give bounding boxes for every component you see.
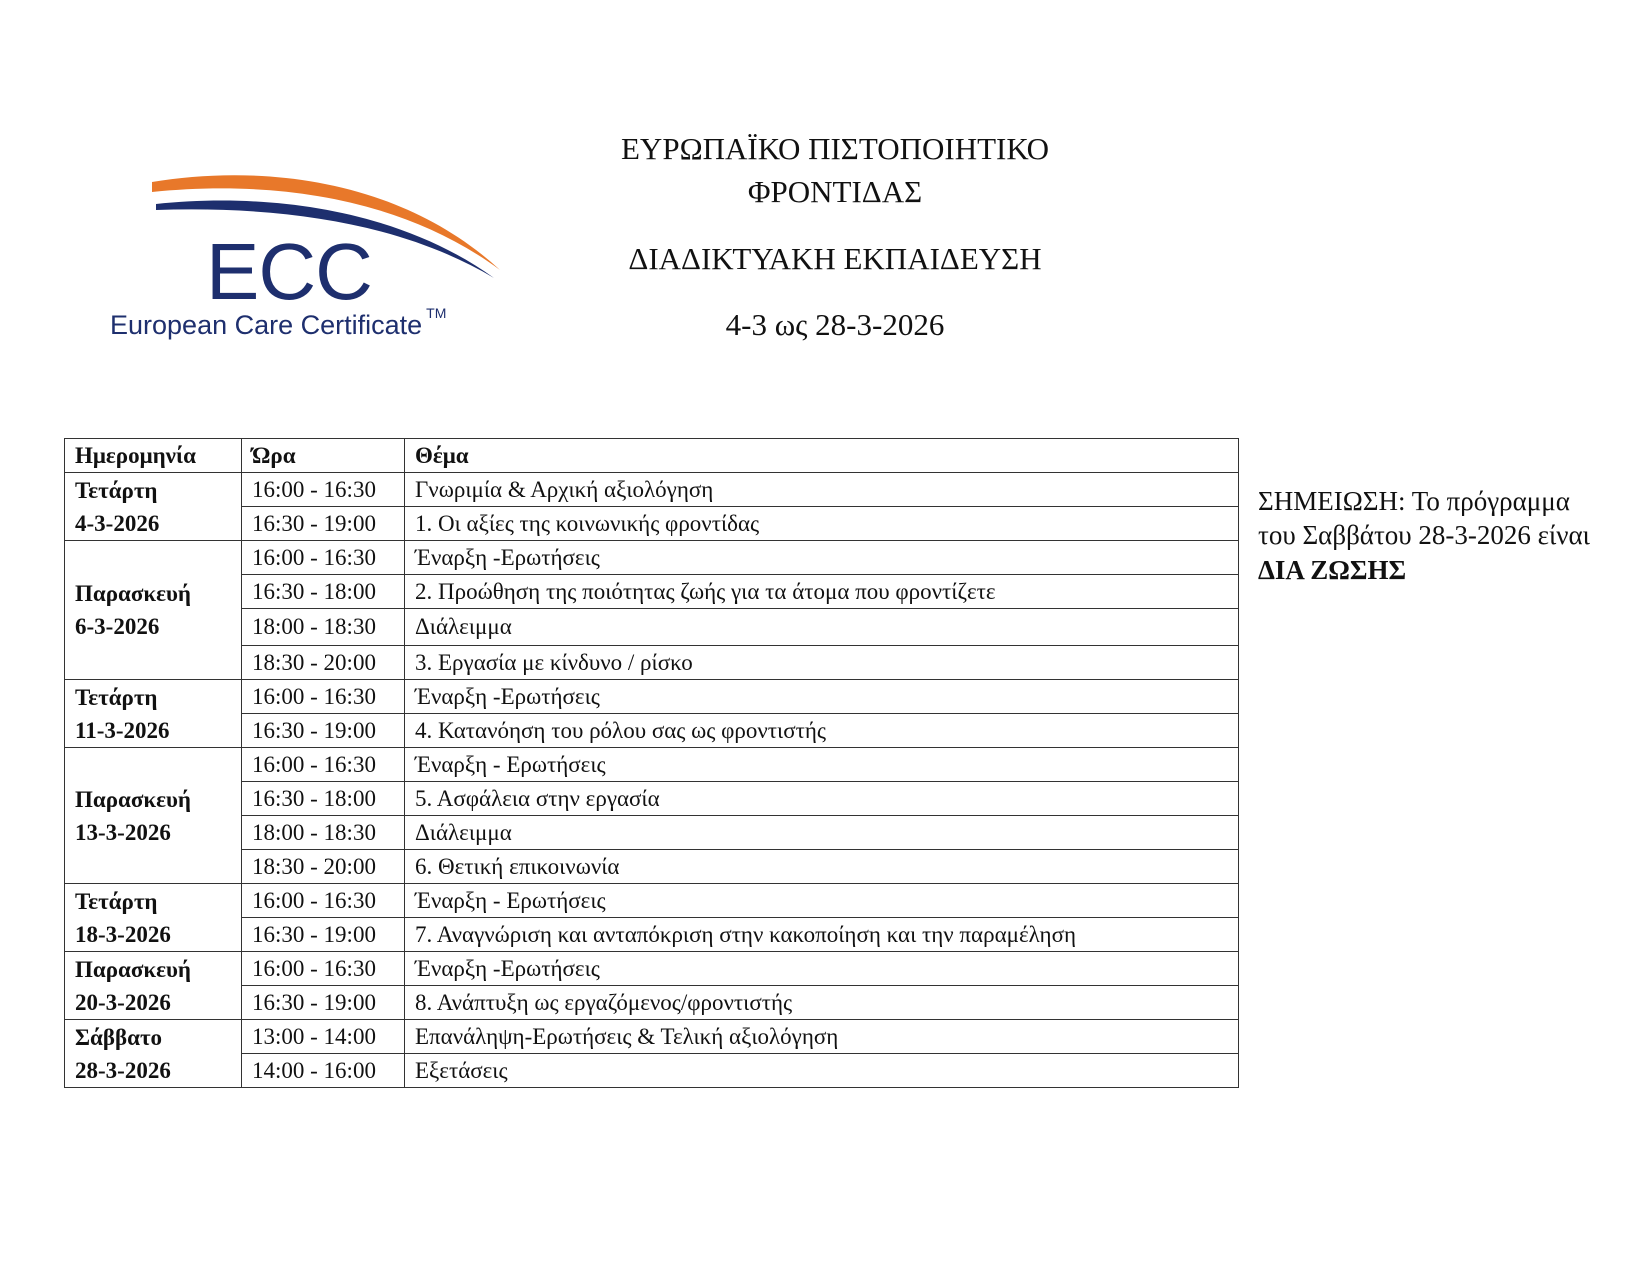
table-row: [65, 1054, 1239, 1088]
time-cell: 16:00 - 16:30: [242, 748, 405, 782]
day-name: Σάββατο: [75, 1024, 163, 1050]
note-text: ΣΗΜΕΙΩΣΗ: Το πρόγραμμα του Σαββάτου 28-3-2026 είναι: [1258, 486, 1590, 551]
logo-mark: ECC: [206, 227, 372, 316]
topic-cell: Διάλειμμα: [405, 816, 1239, 850]
table-row: [65, 986, 1239, 1020]
table-row: [65, 850, 1239, 884]
topic-cell: 7. Αναγνώριση και ανταπόκριση στην κακοποίηση και την παραμέληση: [405, 918, 1239, 952]
ecc-logo: [100, 170, 500, 380]
day-cell: [65, 748, 242, 884]
table-row: [65, 507, 1239, 541]
day-cell: [65, 473, 242, 541]
table-row: [65, 884, 1239, 918]
topic-cell: Διάλειμμα: [405, 609, 1239, 646]
course-dates: 4-3 ως 28-3-2026: [725, 307, 945, 342]
day-name: Τετάρτη: [75, 888, 158, 914]
day-date: 6-3-2026: [75, 614, 160, 639]
schedule-note: [1258, 484, 1598, 587]
table-row: [65, 1020, 1239, 1054]
topic-cell: 1. Οι αξίες της κοινωνικής φροντίδας: [405, 507, 1239, 541]
time-cell: 16:30 - 19:00: [242, 714, 405, 748]
time-cell: 14:00 - 16:00: [242, 1054, 405, 1088]
table-row: [65, 714, 1239, 748]
table-row: [65, 609, 1239, 646]
topic-cell: Έναρξη -Ερωτήσεις: [405, 952, 1239, 986]
topic-cell: 2. Προώθηση της ποιότητας ζωής για τα άτομα που φροντίζετε: [405, 575, 1239, 609]
table-row: [65, 748, 1239, 782]
topic-cell: Έναρξη - Ερωτήσεις: [405, 884, 1239, 918]
time-cell: 18:30 - 20:00: [242, 850, 405, 884]
header-date: Ημερομηνία: [65, 439, 242, 473]
time-cell: 16:00 - 16:30: [242, 680, 405, 714]
day-date: 18-3-2026: [75, 921, 171, 947]
schedule-table: [64, 438, 1239, 1088]
day-name: Τετάρτη: [75, 684, 158, 710]
title-line-1: ΕΥΡΩΠΑΪΚΟ ΠΙΣΤΟΠΟΙΗΤΙΚΟ: [621, 131, 1049, 166]
day-date: 13-3-2026: [75, 819, 171, 845]
time-cell: 16:00 - 16:30: [242, 541, 405, 575]
day-name: Τετάρτη: [75, 477, 158, 503]
note-emphasis: ΔΙΑ ΖΩΣΗΣ: [1258, 554, 1407, 585]
day-date: 28-3-2026: [75, 1057, 171, 1083]
time-cell: 16:30 - 18:00: [242, 782, 405, 816]
time-cell: 13:00 - 14:00: [242, 1020, 405, 1054]
table-row: [65, 646, 1239, 680]
topic-cell: 6. Θετική επικοινωνία: [405, 850, 1239, 884]
topic-cell: Έναρξη -Ερωτήσεις: [405, 541, 1239, 575]
logo-name: European Care Certificate ™: [110, 305, 447, 340]
table-row: [65, 816, 1239, 850]
table-row: [65, 918, 1239, 952]
time-cell: 18:00 - 18:30: [242, 609, 405, 646]
time-cell: 18:00 - 18:30: [242, 816, 405, 850]
header-time: Ώρα: [242, 439, 405, 473]
table-row: [65, 473, 1239, 507]
time-cell: 16:30 - 19:00: [242, 918, 405, 952]
topic-cell: Έναρξη - Ερωτήσεις: [405, 748, 1239, 782]
day-cell: [65, 541, 242, 680]
topic-cell: Έναρξη -Ερωτήσεις: [405, 680, 1239, 714]
time-cell: 16:30 - 18:00: [242, 575, 405, 609]
day-date: 4-3-2026: [75, 510, 160, 536]
time-cell: 18:30 - 20:00: [242, 646, 405, 680]
page-subtitle: ΔΙΑΔΙΚΤΥΑΚΗ ΕΚΠΑΙΔΕΥΣΗ: [628, 241, 1042, 276]
day-cell: [65, 952, 242, 1020]
topic-cell: 3. Εργασία με κίνδυνο / ρίσκο: [405, 646, 1239, 680]
table-row: [65, 782, 1239, 816]
page-title: [565, 128, 1105, 214]
trademark-mark: TM: [426, 305, 447, 321]
day-name: Παρασκευή: [75, 786, 191, 812]
time-cell: 16:00 - 16:30: [242, 884, 405, 918]
table-row: [65, 575, 1239, 609]
topic-cell: 5. Ασφάλεια στην εργασία: [405, 782, 1239, 816]
day-cell: [65, 1020, 242, 1088]
table-header-row: [65, 439, 1239, 473]
title-line-2: ΦΡΟΝΤΙΔΑΣ: [747, 173, 923, 209]
topic-cell: Γνωριμία & Αρχική αξιολόγηση: [405, 473, 1239, 507]
table-row: [65, 541, 1239, 575]
header-topic: Θέμα: [405, 439, 1239, 473]
topic-cell: 4. Κατανόηση του ρόλου σας ως φροντιστής: [405, 714, 1239, 748]
topic-cell: Εξετάσεις: [405, 1054, 1239, 1088]
time-cell: 16:30 - 19:00: [242, 986, 405, 1020]
day-name: Παρασκευή: [75, 956, 191, 982]
day-cell: [65, 884, 242, 952]
table-row: [65, 680, 1239, 714]
day-date: 11-3-2026: [75, 717, 170, 743]
topic-cell: Επανάληψη-Ερωτήσεις & Τελική αξιολόγηση: [405, 1020, 1239, 1054]
time-cell: 16:30 - 19:00: [242, 507, 405, 541]
topic-cell: 8. Ανάπτυξη ως εργαζόμενος/φροντιστής: [405, 986, 1239, 1020]
day-cell: [65, 680, 242, 748]
time-cell: 16:00 - 16:30: [242, 952, 405, 986]
day-date: 20-3-2026: [75, 989, 171, 1015]
day-name: Παρασκευή: [75, 581, 191, 606]
time-cell: 16:00 - 16:30: [242, 473, 405, 507]
table-row: [65, 952, 1239, 986]
